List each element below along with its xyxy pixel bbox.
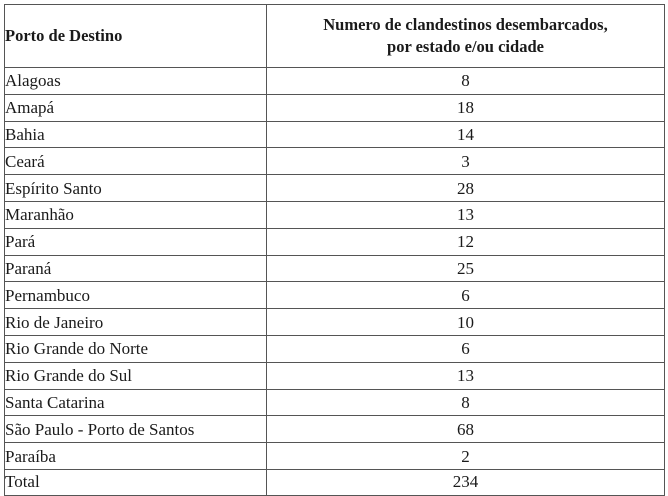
cell-port: Amapá: [5, 94, 267, 121]
table-row: [5, 416, 665, 443]
cell-port: Ceará: [5, 148, 267, 175]
table-header: [5, 5, 665, 68]
table-row: [5, 148, 665, 175]
cell-count: 10: [267, 309, 665, 336]
cell-port: Rio Grande do Sul: [5, 362, 267, 389]
table-row: [5, 443, 665, 470]
table-footer: [5, 469, 665, 495]
cell-count: 8: [267, 389, 665, 416]
table-row: [5, 121, 665, 148]
table-row: [5, 175, 665, 202]
cell-count: 25: [267, 255, 665, 282]
cell-count: 12: [267, 228, 665, 255]
table-row: [5, 228, 665, 255]
cell-count: 6: [267, 282, 665, 309]
table-row: [5, 68, 665, 95]
cell-count: 6: [267, 335, 665, 362]
cell-count: 8: [267, 68, 665, 95]
cell-port: Paraná: [5, 255, 267, 282]
cell-port: Pará: [5, 228, 267, 255]
total-value: 234: [267, 469, 665, 495]
cell-count: 68: [267, 416, 665, 443]
table-row: [5, 362, 665, 389]
cell-count: 28: [267, 175, 665, 202]
table-row: [5, 255, 665, 282]
cell-count: 2: [267, 443, 665, 470]
cell-port: Paraíba: [5, 443, 267, 470]
header-count-line-2: por estado e/ou cidade: [387, 37, 544, 56]
header-port: Porto de Destino: [5, 5, 267, 68]
header-count: [267, 5, 665, 68]
cell-port: Alagoas: [5, 68, 267, 95]
cell-port: Bahia: [5, 121, 267, 148]
total-label: Total: [5, 469, 267, 495]
cell-port: Rio de Janeiro: [5, 309, 267, 336]
table-body: [5, 68, 665, 470]
cell-count: 13: [267, 362, 665, 389]
cell-port: São Paulo - Porto de Santos: [5, 416, 267, 443]
cell-port: Maranhão: [5, 201, 267, 228]
table-row: [5, 389, 665, 416]
table-row: [5, 201, 665, 228]
cell-port: Santa Catarina: [5, 389, 267, 416]
total-row: [5, 469, 665, 495]
header-count-line-1: Numero de clandestinos desembarcados,: [323, 15, 608, 34]
cell-port: Pernambuco: [5, 282, 267, 309]
cell-port: Espírito Santo: [5, 175, 267, 202]
table-row: [5, 282, 665, 309]
stowaways-table: [4, 4, 665, 496]
cell-port: Rio Grande do Norte: [5, 335, 267, 362]
table-row: [5, 335, 665, 362]
cell-count: 18: [267, 94, 665, 121]
header-row: [5, 5, 665, 68]
cell-count: 13: [267, 201, 665, 228]
table-row: [5, 309, 665, 336]
cell-count: 3: [267, 148, 665, 175]
cell-count: 14: [267, 121, 665, 148]
table-row: [5, 94, 665, 121]
